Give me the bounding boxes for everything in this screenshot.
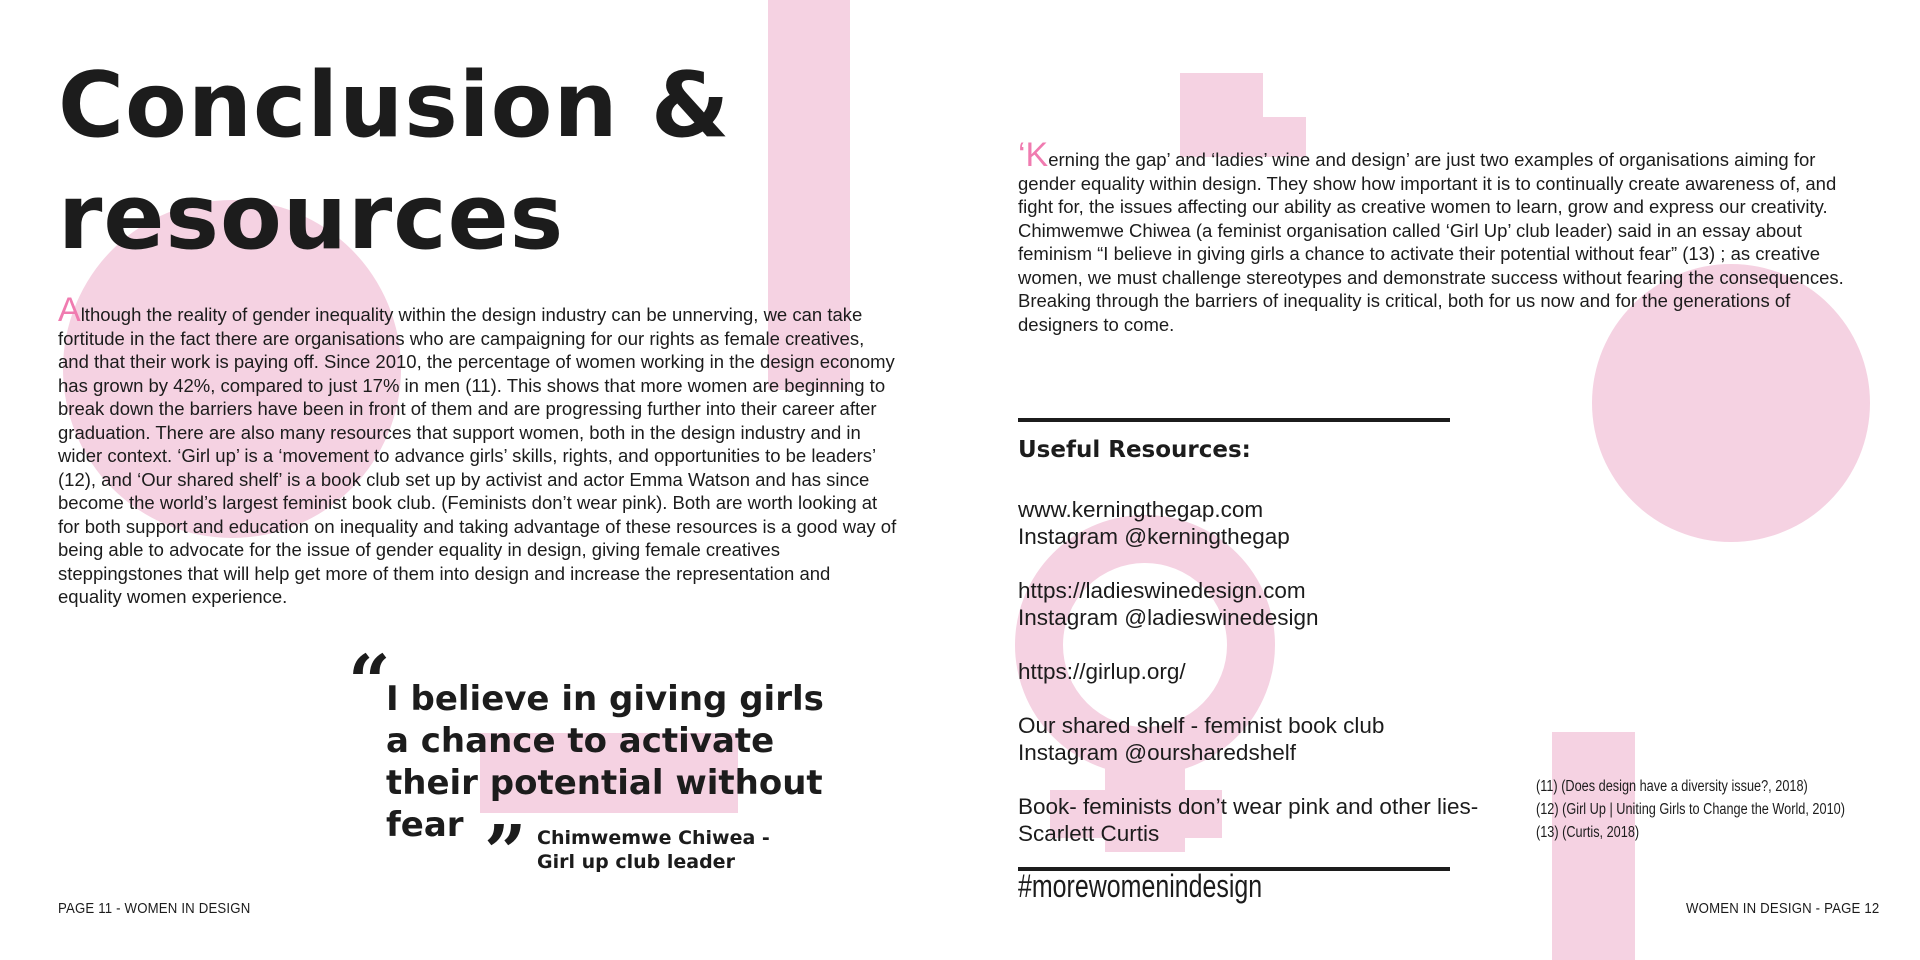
right-page-footer: WOMEN IN DESIGN - PAGE 12 <box>1686 900 1880 917</box>
right-drop-cap: ‘K <box>1018 136 1049 174</box>
resource-book-author: Scarlett Curtis <box>1018 821 1160 846</box>
pull-quote: I believe in giving girls a chance to activate their potential without fear <box>386 679 824 845</box>
right-body-text: erning the gap’ and ‘ladies’ wine and design’ are just two examples of organisations aiming for gender equality within design. They show how important it is to continually create awareness of, and fight for, the issues affecting our ability as creative women to learn, grow and express our creativity. Chimwemwe Chiwea (a feminist organisation called ‘Girl Up’ club leader) said in an essay about feminism “I believe in giving girls a chance to activate their potential without fear” (13) ; as creative women, we must challenge stereotypes and demonstrate success without fearing the consequences. Breaking through the barriers of inequality is critical, both for us now and for the generations of designers to come. <box>1018 149 1844 335</box>
resource-instagram: Instagram @oursharedshelf <box>1018 740 1296 765</box>
reference-item: (12) (Girl Up | Uniting Girls to Change the World, 2010) <box>1536 801 1845 818</box>
left-body-text: lthough the reality of gender inequality within the design industry can be unnerving, we can take fortitude in the fact there are organisations who are campaigning for our rights as female creatives, and that their work is paying off. Since 2010, the percentage of women working in the design economy has grown by 42%, compared to just 17% in men (11). This shows that more women are beginning to break down the barriers have been in front of them and are progressing further into their career after graduation. There are also many resources that support women, both in the design industry and in wider context. ‘Girl up’ is a ‘movement to advance girls’ skills, rights, and opportunities to be leaders’ (12), and ‘Our shared shelf’ is a book club set up by activist and actor Emma Watson and has since become the world’s largest feminist book club. (Feminists don’t wear pink). Both are worth looking at for both support and education on inequality and taking advantage of these resources is a good way of being able to advocate for the issue of gender equality in design, giving female creatives steppingstones that will help get more of them into design and increase the representation and equality women experience. <box>58 304 897 607</box>
resource-book-club: Our shared shelf - feminist book club <box>1018 713 1385 738</box>
page-title: Conclusion & resources <box>58 53 731 270</box>
resources-top-rule <box>1018 418 1450 422</box>
reference-item: (11) (Does design have a diversity issue?, 2018) <box>1536 778 1808 795</box>
resource-link[interactable]: https://girlup.org/ <box>1018 659 1186 684</box>
quote-attribution: Chimwemwe Chiwea - Girl up club leader <box>537 827 770 873</box>
pink-vertical-bar-right <box>1552 732 1635 960</box>
open-quote-mark: “ <box>348 640 391 726</box>
left-page-footer: PAGE 11 - WOMEN IN DESIGN <box>58 900 251 917</box>
resource-instagram: Instagram @kerningthegap <box>1018 524 1290 549</box>
close-quote-mark: ” <box>484 810 527 896</box>
references-list <box>1536 775 1845 844</box>
left-drop-cap: A <box>58 291 81 329</box>
resources-heading: Useful Resources: <box>1018 437 1251 463</box>
left-body-paragraph <box>58 291 898 609</box>
resource-instagram: Instagram @ladieswinedesign <box>1018 605 1319 630</box>
hashtag: #morewomenindesign <box>1018 868 1263 904</box>
right-body-paragraph <box>1018 136 1844 336</box>
resource-book: Book- feminists don’t wear pink and other lies- <box>1018 794 1479 819</box>
reference-item: (13) (Curtis, 2018) <box>1536 824 1640 841</box>
resource-link[interactable]: www.kerningthegap.com <box>1018 497 1264 522</box>
resource-link[interactable]: https://ladieswinedesign.com <box>1018 578 1306 603</box>
